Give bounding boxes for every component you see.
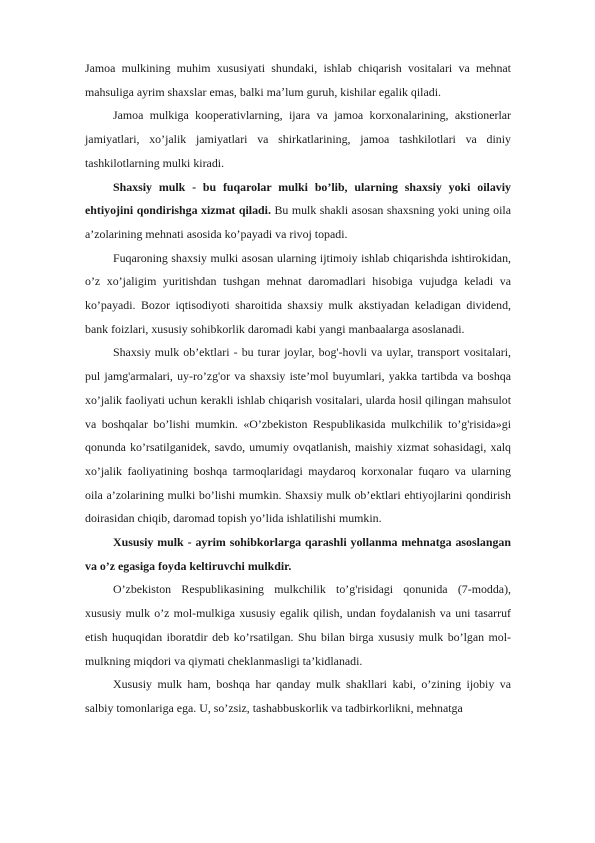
paragraph-xususiy-mulk-tomonlari [85,673,511,720]
paragraph-text: Fuqaroning shaxsiy mulki asosan ularning ijtimoiy ishlab chiqarishda ishtirokidan, o’z xo’jaligim yuritishdan tushgan mehnat daromadlari hisobiga vujudga keladi va ko’payadi. Bozor iqtisodiyoti sharoitida shaxsiy mulk akstiyadan keladigan dividend, bank foizlari, xususiy sohibkorlik daromadi kabi yangi manbaalarga asoslanadi. [85,250,511,336]
paragraph-fuqaro-shaxsiy-mulki [85,247,511,342]
paragraph-lead: Xususiy mulk - ayrim sohibkorlarga qarashli yollanma mehnatga asoslangan va o’z egasiga foyda keltiruvchi mulkdir. [85,535,511,573]
paragraph-shaxsiy-mulk-definition [85,176,511,247]
paragraph-jamoa-mulkiga-kiradi [85,104,511,175]
paragraph-qonun-7-modda [85,578,511,673]
paragraph-lead: Shaxsiy mulk - bu fuqarolar mulki bo’lib, ularning shaxsiy yoki oilaviy ehtiyojini qondirishga xizmat qiladi. [85,179,511,218]
paragraph-shaxsiy-mulk-obektlari [85,341,511,531]
paragraph-xususiy-mulk-definition [85,531,511,578]
paragraph-text: O’zbekiston Respublikasining mulkchilik to’g'risidagi qonunida (7-modda), xususiy mulk o’z mol-mulkiga xususiy egalik qilish, undan foydalanish va uni tasarruf etish huquqidan iboratdir deb ko’rsatilgan. Shu bilan birga xususiy mulk bo’lgan mol-mulkning miqdori va qiymati cheklanmasligi ta’kidlanadi. [85,582,511,668]
paragraph-jamoa-mulki-xususiyati [85,57,511,104]
paragraph-text: Shaxsiy mulk ob’ektlari - bu turar joylar, bog'-hovli va uylar, transport vositalari, pul jamg'armalari, uy-ro’zg'or va shaxsiy iste’mol buyumlari, yakka tartibda va boshqa xo’jalik faoliyati uchun kerakli ishlab chiqarish vositalari, ularda hosil qilingan mahsulot va boshqalar bo’lishi mumkin. «O’zbekiston Respublikasida mulkchilik to’g'risida»gi qonunda ko’rsatilganidek, savdo, umumiy ovqatlanish, maishiy xizmat sohasidagi, xalq xo’jalik faoliyatining boshqa tarmoqlaridagi maydaroq korxonalar fuqaro va ularning oila a’zolarining mulki bo’lishi mumkin. Shaxsiy mulk ob’ektlari ehtiyojlarini qondirish doirasidan chiqib, daromad topish yo’lida ishlatilishi mumkin. [85,345,511,526]
paragraph-text: Jamoa mulkiga kooperativlarning, ijara va jamoa korxonalarining, akstionerlar jamiyatlari, xo’jalik jamiyatlari va shirkatlarining, jamoa tashkilotlari va diniy tashkilotlarning mulki kiradi. [85,108,511,170]
paragraph-text: Xususiy mulk ham, boshqa har qanday mulk shakllari kabi, o’zining ijobiy va salbiy tomonlariga ega. U, so’zsiz, tashabbuskorlik va tadbirkorlikni, mehnatga [85,677,511,715]
paragraph-text: Jamoa mulkining muhim xususiyati shundaki, ishlab chiqarish vositalari va mehnat mahsuliga ayrim shaxslar emas, balki maʼlum guruh, kishilar egalik qiladi. [85,61,511,99]
document-page [85,57,511,721]
paragraph-text: Bu mulk shakli asosan shaxsning yoki uning oila a’zolarining mehnati asosida ko’payadi va rivoj topadi. [85,203,511,241]
